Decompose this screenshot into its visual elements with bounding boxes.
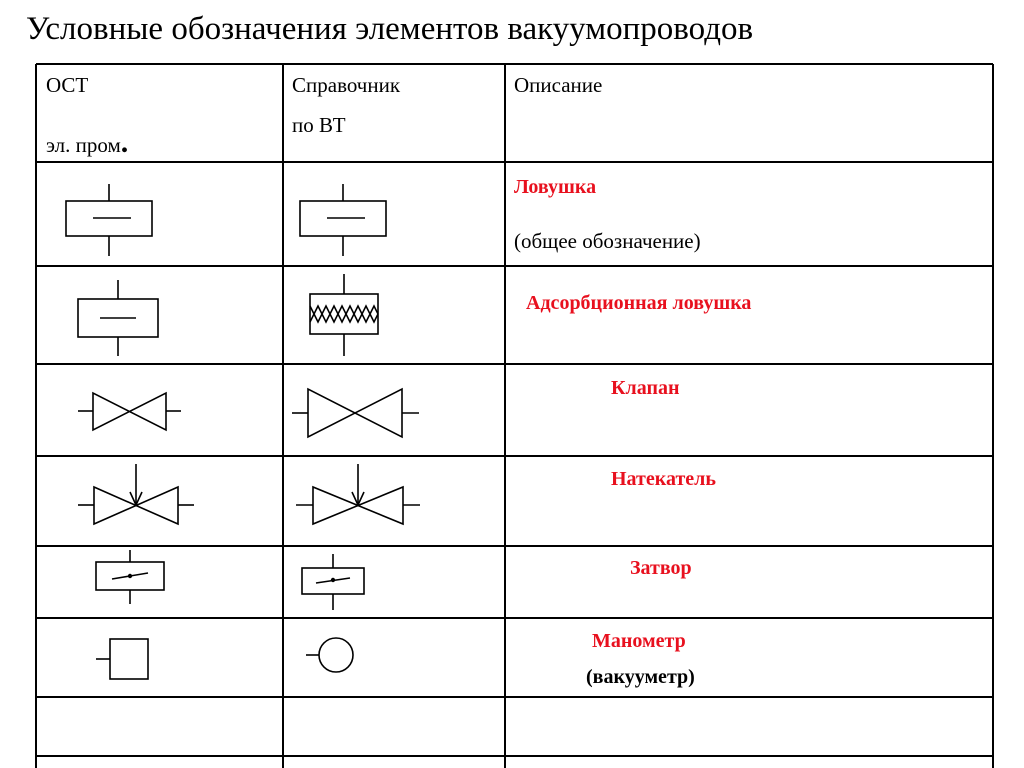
manometer-circle-icon bbox=[304, 636, 360, 676]
header-ost: ОСТ bbox=[46, 73, 89, 97]
row-name-leak-valve: Натекатель bbox=[611, 468, 716, 490]
header-reference: Справочник bbox=[292, 73, 401, 97]
gate-icon bbox=[296, 552, 372, 614]
row-name-manometer: Манометр bbox=[592, 630, 686, 652]
row-name-trap: Ловушка bbox=[514, 176, 597, 198]
row-note-trap: (общее обозначение) bbox=[514, 229, 701, 253]
manometer-square-icon bbox=[96, 636, 156, 684]
gate-icon bbox=[90, 548, 170, 612]
valve-icon bbox=[78, 388, 188, 438]
header-ost-line2 bbox=[46, 128, 128, 160]
row-name-valve: Клапан bbox=[611, 377, 680, 399]
page-title: Условные обозначения элементов вакуумопроводов bbox=[26, 11, 754, 47]
valve-icon bbox=[292, 386, 422, 442]
leak-valve-icon bbox=[296, 462, 426, 534]
header-reference-line2: по ВТ bbox=[292, 113, 346, 137]
adsorption-trap-icon bbox=[305, 274, 395, 358]
leak-valve-icon bbox=[78, 462, 198, 534]
trap-icon bbox=[294, 180, 394, 260]
header-ost-text: эл. пром bbox=[46, 133, 121, 157]
row-name-gate: Затвор bbox=[630, 557, 692, 579]
header-description: Описание bbox=[514, 73, 603, 97]
row-note-manometer: (вакууметр) bbox=[586, 666, 695, 688]
header-ost-dot: . bbox=[120, 126, 129, 159]
trap-icon bbox=[72, 278, 172, 358]
row-name-adsorption-trap: Адсорбционная ловушка bbox=[526, 292, 752, 314]
trap-icon bbox=[60, 180, 160, 260]
